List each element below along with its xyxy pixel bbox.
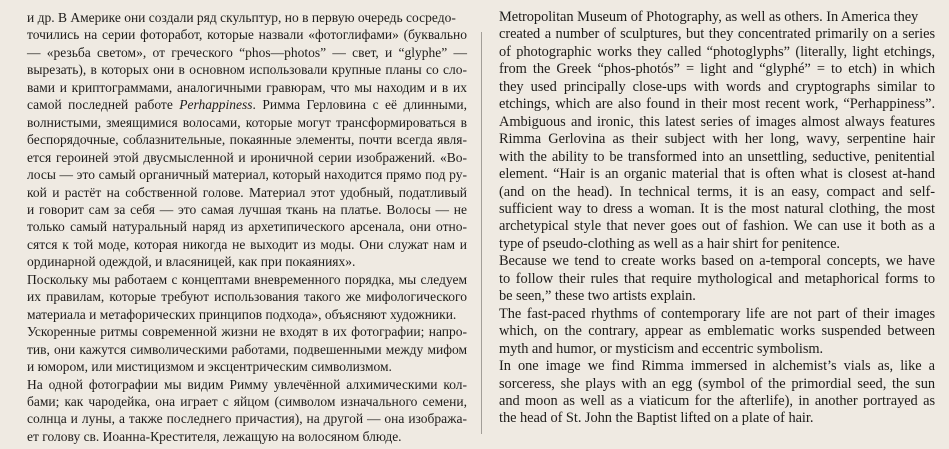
russian-text-line: ется героиней этой двусмысленной и ироничной серии изображений. «Во- bbox=[27, 149, 467, 165]
english-text-line: of photographic works they called “photoglyphs” (literally, light etchings, bbox=[499, 43, 935, 60]
english-text-line: sorceress, she plays with an egg (symbol of the primordial seed, the sun bbox=[499, 375, 935, 392]
english-text-line: they used principally close-ups with words and cryptographs similar to bbox=[499, 78, 935, 95]
russian-text-line: — «резьба светом», от греческого “phos—photos” — свет, и “glyphe” — bbox=[27, 44, 467, 60]
russian-text-line: ординарной одеждой, и власяницей, как при покаяниях». bbox=[27, 254, 356, 270]
english-text-line: to follow their rules that require mythological and metaphorical forms to bbox=[499, 270, 935, 287]
english-text-line: Metropolitan Museum of Photography, as well as others. In America they bbox=[499, 9, 919, 25]
russian-text-line: беспорядочные, соблазнительные, покаянные элементы, почти всегда явля- bbox=[27, 132, 467, 148]
text-fragment: самой последней работе bbox=[27, 97, 180, 113]
russian-text-line: их правилам, которые требуют использования такого же мифологического bbox=[27, 289, 467, 305]
russian-text-line: и юмором, или мистицизмом и эксцентрическим символизмом. bbox=[27, 359, 392, 375]
russian-text-column bbox=[27, 9, 467, 445]
russian-text-line: ет голову св. Иоанна-Крестителя, лежащую на волосяном блюде. bbox=[27, 428, 402, 444]
russian-text-line: солнца и луны, а также последнего причастия), на другой — она изобража- bbox=[27, 411, 467, 427]
english-text-line: type of pseudo-clothing as well as a hair shirt for penitence. bbox=[499, 235, 840, 252]
russian-text-line: лосы — это самый органичный материал, который находится прямо под ру- bbox=[27, 167, 467, 183]
english-text-line: element. “Hair is an organic material that is often what is closest at-hand bbox=[499, 166, 935, 183]
russian-text-line: и говорит сам за себя — это самая лучшая ткань на платье. Волосы — не bbox=[27, 201, 467, 217]
english-text-line: be seen,” these two artists explain. bbox=[499, 288, 696, 305]
english-text-column bbox=[499, 9, 935, 428]
russian-text-line: На одной фотографии мы видим Римму увлечённой алхимическими кол- bbox=[27, 376, 467, 392]
russian-text-line: вами и криптограммами, аналогичными гравюрам, что мы находим и в их bbox=[27, 79, 467, 95]
english-text-line: myth and humor, or mysticism and eccentric symbolism. bbox=[499, 340, 824, 357]
english-text-line: Because we tend to create works based on a-temporal concepts, we have bbox=[499, 253, 935, 270]
russian-text-line: кой и растёт на собственной голове. Материал этот удобный, податливый bbox=[27, 184, 467, 200]
russian-text-line: материала и метафорических принципов подхода», объясняют художники. bbox=[27, 306, 457, 322]
text-fragment: . Римма Герловина с её длинными, bbox=[252, 97, 467, 113]
russian-text-line: тив, они кажутся символическими работами, подвешенными между мифом bbox=[27, 341, 467, 357]
russian-text-line: Ускоренные ритмы современной жизни не входят в их фотографии; напро- bbox=[27, 324, 467, 340]
russian-text-line: точились на серии фоторабот, которые назвали «фотоглифами» (буквально bbox=[27, 27, 467, 43]
russian-text-line bbox=[27, 96, 467, 113]
english-text-line: with the ability to be transformed into an unsettling, seductive, penitential bbox=[499, 148, 935, 165]
english-text-line: the head of St. John the Baptist lifted on a plate of hair. bbox=[499, 410, 814, 427]
english-text-line: (and on the head). In technical terms, it is an easy, compact and self- bbox=[499, 183, 935, 200]
english-text-line: created a number of sculptures, but they concentrated primarily on a series bbox=[499, 26, 935, 43]
english-text-line: sufficient way to dress a woman. It is the most natural clothing, the most bbox=[499, 200, 935, 217]
artwork-title: Perhappiness bbox=[179, 97, 253, 113]
russian-text-line: волнистыми, змеящимися волосами, которые могут трансформироваться в bbox=[27, 114, 467, 130]
english-text-line: which, on the contrary, appear as emblematic works suspended between bbox=[499, 323, 935, 340]
column-divider bbox=[481, 32, 482, 434]
russian-text-line: Поскольку мы работаем с концептами вневременного порядка, мы следуем bbox=[27, 271, 467, 287]
english-text-line: and moon as well as a viaticum for the afterlife), in another portrayed as bbox=[499, 392, 935, 409]
russian-text-line: бами; как чародейка, она играет с яйцом (символом изначального семени, bbox=[27, 393, 467, 409]
russian-text-line: сятся к той моде, которая никогда не выходит из моды. Они служат нам и bbox=[27, 236, 467, 252]
english-text-line: Rimma Gerlovina as their subject with her long, wavy, serpentine hair bbox=[499, 131, 935, 148]
russian-text-line: вырезать), в которых они в основном использовали крупные планы со сло- bbox=[27, 62, 467, 78]
english-text-line: Ambiguous and ironic, this latest series of images almost always features bbox=[499, 113, 935, 130]
english-text-line: In one image we find Rimma immersed in alchemist’s vials as, like a bbox=[499, 358, 935, 375]
english-text-line: archetypical style that never goes out of fashion. We can use it both as a bbox=[499, 218, 935, 235]
english-text-line: The fast-paced rhythms of contemporary life are not part of their images bbox=[499, 305, 935, 322]
russian-text-line: только самый натуральный наряд из архетипического арсенала, они отно- bbox=[27, 219, 467, 235]
english-text-line: etchings, which are also found in their most recent work, “Perhappiness”. bbox=[499, 96, 935, 113]
english-text-line: from the Greek “phos-photós” = light and “glyphé” = to etch) in which bbox=[499, 61, 935, 78]
russian-text-line: и др. В Америке они создали ряд скульптур, но в первую очередь сосредо- bbox=[27, 10, 456, 25]
